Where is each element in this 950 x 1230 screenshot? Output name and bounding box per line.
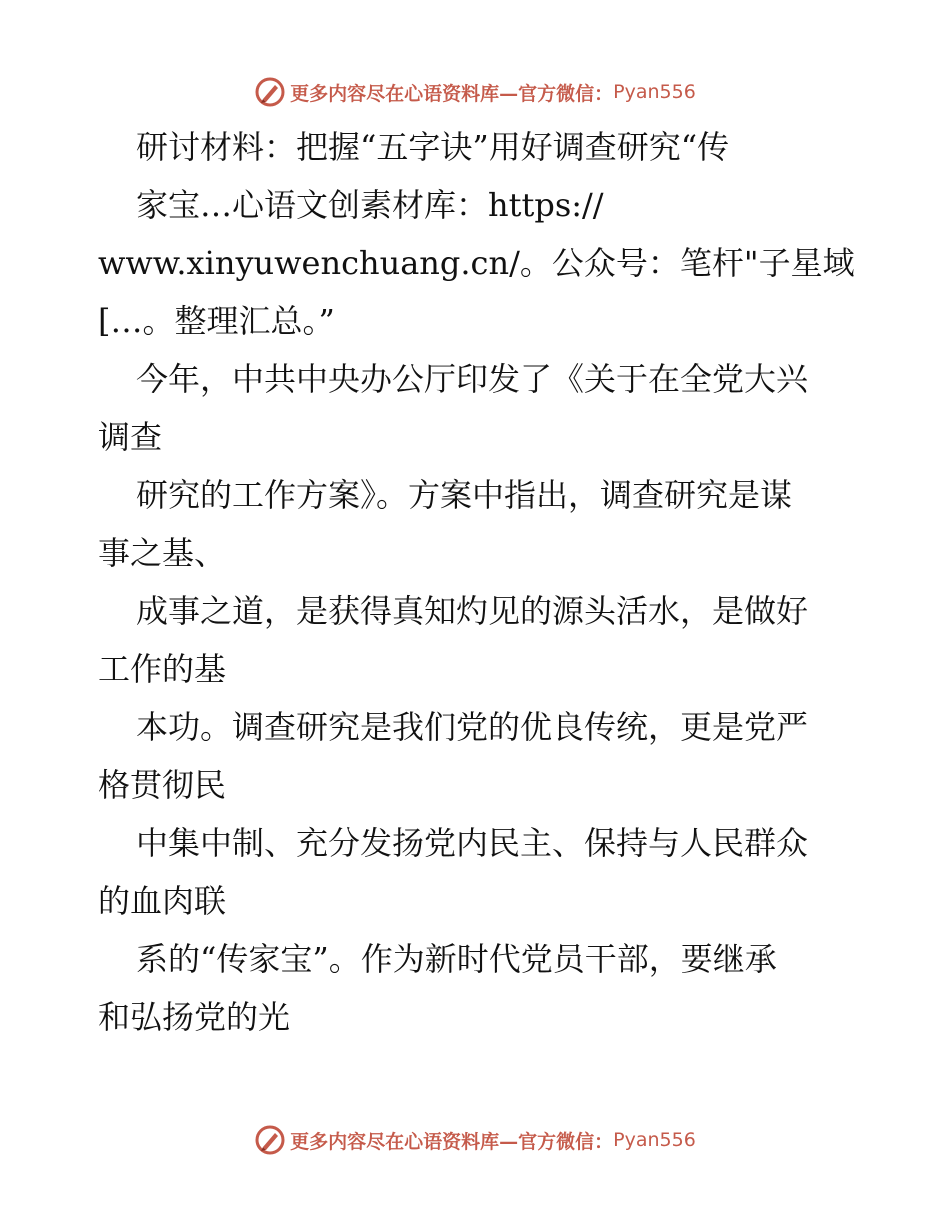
body-line: 和弘扬党的光 [98,998,291,1036]
body-line: 调查 [98,418,163,456]
document-body [98,118,858,1046]
body-line: 本功。调查研究是我们党的优良传统，更是党严 [136,708,809,746]
body-line: 格贯彻民 [98,766,227,804]
footer-wechat-id: Pyan556 [613,1129,696,1151]
body-line: 中集中制、充分发扬党内民主、保持与人民群众 [136,824,809,862]
body-line: 工作的基 [98,650,227,688]
body-line: 家宝…心语文创素材库：https:// [136,186,604,224]
body-line: 今年，中共中央办公厅印发了《关于在全党大兴 [136,360,809,398]
pen-logo-icon [254,1124,286,1156]
footer-banner [0,1120,950,1160]
body-line: 事之基、 [98,534,227,572]
header-banner-text: 更多内容尽在心语资料库—官方微信： [290,82,614,105]
body-line: www.xinyuwenchuang.cn/。公众号：笔杆"子星域 [98,244,855,282]
header-banner [0,72,950,112]
body-line: 成事之道，是获得真知灼见的源头活水，是做好 [136,592,809,630]
header-wechat-id: Pyan556 [613,81,696,103]
body-line: 的血肉联 [98,882,227,920]
pen-logo-icon [254,76,286,108]
body-line: 系的“传家宝”。作为新时代党员干部，要继承 [136,940,777,978]
body-line: […。整理汇总。” [98,302,335,340]
body-line: 研究的工作方案》。方案中指出，调查研究是谋 [136,476,793,514]
body-line: 研讨材料：把握“五字诀”用好调查研究“传 [136,128,730,166]
footer-banner-text: 更多内容尽在心语资料库—官方微信： [290,1130,614,1153]
